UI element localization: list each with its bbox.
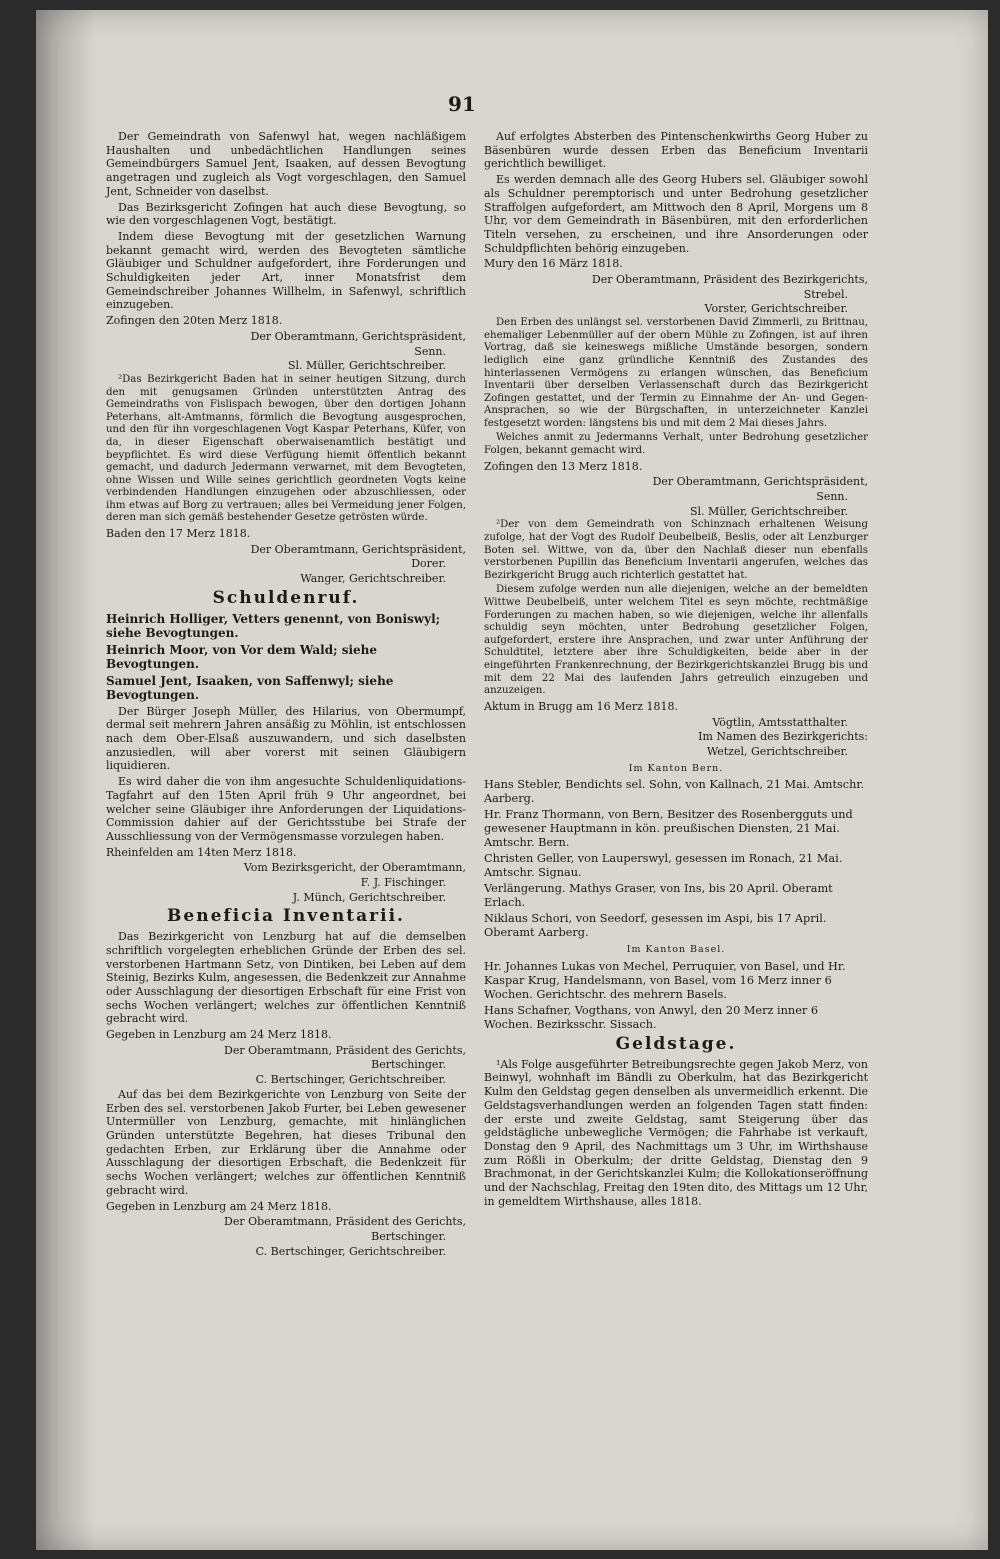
- signature-title: Der Oberamtmann, Präsident des Bezirkgerichts,: [591, 273, 868, 287]
- paragraph-small: Den Erben des unlängst sel. verstorbenen David Zimmerli, zu Brittnau, ehemaliger Lebenmüller auf der obern Mühle zu Zofingen, ist auf ihren Vortrag, daß sie keineswegs mißliche Umstände besorgen, sondern lediglich eine ganz gründliche Kenntniß des Zustandes des hinterlassenen Vermögens zu erlangen wünschen, das Beneficium Inventarii über derselben Verlassenschaft durch das Bezirkgericht Zofingen gestattet, und der Termin zu Einnahme der An- und Gegen-Ansprachen, so wie der Bürgschaften, in unterzeichneter Kanzlei festgesetzt worden: längstens bis und mit dem 2 Mai dieses Jahrs.: [484, 317, 868, 429]
- paragraph: Auf erfolgtes Absterben des Pintenschenkwirths Georg Huber zu Bäsenbüren wurde dessen Erben das Beneficium Inventarii gerichtlich bewilliget.: [484, 130, 868, 171]
- listing-entry: Hans Stebler, Bendichts sel. Sohn, von Kallnach, 21 Mai. Amtschr. Aarberg.: [484, 778, 865, 806]
- paragraph-small: Welches anmit zu Jedermanns Verhalt, unter Bedrohung gesetzlicher Folgen, bekannt gemacht wird.: [484, 432, 868, 457]
- dateline: Rheinfelden am 14ten Merz 1818.: [106, 845, 297, 859]
- signature-name: Vorster, Gerichtschreiber.: [704, 302, 848, 316]
- signature-name: Vögtlin, Amtsstatthalter.: [712, 715, 848, 729]
- paragraph: Indem diese Bevogtung mit der gesetzlichen Warnung bekannt gemacht wird, werden des Bevogteten sämtliche Gläubiger und Schuldner aufgefordert, ihre Forderungen und Schuldigkeiten jeder Art, inner Monatsfrist dem Gemeindschreiber Johannes Willhelm, in Safenwyl, schriftlich einzugeben.: [106, 229, 466, 312]
- paragraph: Der Bürger Joseph Müller, des Hilarius, von Obermumpf, dermal seit mehrern Jahren ansäßig zu Möhlin, ist entschlossen nach dem Ober-Elsaß auszuwandern, und sich daselbsten anzusiedlen, will aber vorerst mit seinen Gläubigern liquidieren.: [106, 704, 466, 773]
- signature-name: Sl. Müller, Gerichtschreiber.: [690, 504, 848, 518]
- newspaper-page: [36, 10, 988, 1550]
- section-heading: Beneficia Inventarii.: [167, 906, 405, 927]
- signature-name: J. Münch, Gerichtschreiber.: [292, 890, 446, 904]
- signature-title: Der Oberamtmann, Gerichtspräsident,: [652, 475, 868, 489]
- paragraph: Das Bezirkgericht von Lenzburg hat auf die demselben schriftlich vorgelegten erheblichen Gründe der Erben des sel. verstorbenen Hartmann Setz, von Dintiken, bei Leben auf dem Steinig, Bezirks Kulm, angesessen, die Bedenkzeit zur Annahme oder Ausschlagung der diesortigen Erbschaft für eine Frist von sechs Wochen verlängert; welches zur öffentlichen Kenntniß gebracht wird.: [106, 930, 466, 1026]
- signature-name: C. Bertschinger, Gerichtschreiber.: [255, 1073, 446, 1087]
- canton-subheading: Im Kanton Basel.: [626, 944, 726, 956]
- listing-entry: Hr. Johannes Lukas von Mechel, Perruquier, von Basel, und Hr. Kaspar Krug, Handelsmann, von Basel, vom 16 Merz inner 6 Wochen. Gerichtschr. des mehrern Basels.: [484, 960, 846, 1002]
- dateline: Baden den 17 Merz 1818.: [106, 527, 251, 541]
- dateline: Gegeben in Lenzburg am 24 Merz 1818.: [106, 1028, 332, 1042]
- signature-title: Der Oberamtmann, Präsident des Gerichts,: [224, 1043, 466, 1057]
- signature-title: Der Oberamtmann, Präsident des Gerichts,: [224, 1215, 466, 1229]
- paragraph: Es werden demnach alle des Georg Hubers sel. Gläubiger sowohl als Schuldner peremptorisch und unter Bedrohung gesetzlicher Straffolgen aufgefordert, am Mittwoch den 8 April, Morgens um 8 Uhr, vor dem Gemeindrath in Bäsenbüren, mit den erforderlichen Titeln versehen, zu erscheinen, und ihre Ansorderungen oder Schuldpflichten behörig einzugeben.: [484, 173, 868, 255]
- schuldenruf-entry: Samuel Jent, Isaaken, von Saffenwyl; siehe Bevogtungen.: [106, 673, 394, 702]
- signature-name: Wetzel, Gerichtschreiber.: [706, 744, 848, 758]
- paragraph: ¹Als Folge ausgeführter Betreibungsrechte gegen Jakob Merz, von Beinwyl, wohnhaft im Bändli zu Oberkulm, hat das Bezirkgericht Kulm den Geldstag gegen denselben als unvermeidlich erkennt. Die Geldstagsverhandlungen werden an folgenden Tagen statt finden: der erste und zweite Geldstag, samt Steigerung über das geldstägliche unbewegliche Vermögen; die Fahrhabe ist verkauft, Donstag den 9 April, des Nachmittags um 3 Uhr, im Wirthshause zum Rößli in Oberkulm; der dritte Geldstag, Dienstag den 9 Brachmonat, in der Gerichtskanzlei Kulm; die Kollokationseröffnung und der Nachschlag, Freitag den 19ten dito, des Mittags um 12 Uhr, in gemeldtem Wirthshause, alles 1818.: [484, 1057, 868, 1208]
- signature-name: Bertschinger.: [371, 1058, 446, 1072]
- paragraph: Der Gemeindrath von Safenwyl hat, wegen nachläßigem Haushalten und unbedächtlichen Handlungen seines Gemeindbürgers Samuel Jent, Isaaken, auf dessen Bevogtung angetragen und zugleich als Vogt vorgeschlagen, den Samuel Jent, Schneider von daselbst.: [106, 130, 466, 198]
- paragraph-small: Diesem zufolge werden nun alle diejenigen, welche an der bemeldten Wittwe Deubelbeiß, unter welchem Titel es seyn möchte, rechtmäßige Forderungen zu machen haben, so wie diejenigen, welche ihr allenfalls schuldig seyn möchten, unter Bedrohung gesetzlicher Folgen, aufgefordert, erstere ihre Ansprachen, und zwar unter Anführung der Schuldtitel, letztere aber ihre Schuldigkeiten, beide aber in der eingeführten Frankenrechnung, der Bezirkgerichtskanzlei Brugg bis und mit dem 22 Mai des laufenden Jahrs getreulich einzugeben und anzuzeigen.: [484, 584, 868, 697]
- dateline: Zofingen den 20ten Merz 1818.: [106, 314, 283, 328]
- dateline: Aktum in Brugg am 16 Merz 1818.: [484, 699, 678, 713]
- paragraph: Es wird daher die von ihm angesuchte Schuldenliquidations-Tagfahrt auf den 15ten April früh 9 Uhr angeordnet, bei welcher seine Gläubiger ihre Anforderungen der Liquidations-Commission dahier auf der Gerichtsstube bei Strafe der Ausschliessung von der Vermögensmasse vorzulegen haben.: [106, 775, 466, 843]
- left-column: [106, 130, 466, 1259]
- right-column: [484, 130, 868, 1210]
- page-fold-shadow: [36, 10, 96, 1550]
- paragraph-small: ²Der von dem Gemeindrath von Schinznach erhaltenen Weisung zufolge, hat der Vogt des Rudolf Deubelbeiß, Beslis, oder alt Lenzburger Boten sel. Wittwe, von da, über den Nachlaß dieser nun ebenfalls verstorbenen Pupillin das Beneficium Inventarii angerufen, welches das Bezirkgericht Brugg auch richterlich gestattet hat.: [484, 519, 868, 581]
- canton-subheading: Im Kanton Bern.: [628, 762, 724, 774]
- dateline: Zofingen den 13 Merz 1818.: [484, 459, 643, 473]
- listing-entry: Hans Schafner, Vogthans, von Anwyl, den 20 Merz inner 6 Wochen. Bezirksschr. Sissach.: [484, 1004, 819, 1032]
- paragraph: Auf das bei dem Bezirkgerichte von Lenzburg von Seite der Erben des sel. verstorbenen Jakob Furter, bei Leben gewesener Untermüller von Lenzburg, gemachte, mit hinlänglichen Gründen unterstützte Begehren, hat dieses Tribunal den gedachten Erben, zur Erklärung über die Annahme oder Ausschlagung der diesortigen Erbschaft, die Bedenkzeit für sechs Wochen verlängert; welches zur öffentlichen Kenntniß gebracht wird.: [106, 1087, 466, 1197]
- signature-name: Senn.: [414, 344, 446, 358]
- page-number: 91: [448, 92, 476, 116]
- schuldenruf-entry: Heinrich Holliger, Vetters genennt, von Boniswyl; siehe Bevogtungen.: [106, 611, 441, 640]
- signature-title: Der Oberamtmann, Gerichtspräsident,: [250, 329, 466, 343]
- listing-entry: Niklaus Schori, von Seedorf, gesessen im Aspi, bis 17 April. Oberamt Aarberg.: [484, 912, 827, 940]
- listing-entry: Christen Geller, von Lauperswyl, gesessen im Ronach, 21 Mai. Amtschr. Signau.: [484, 852, 843, 880]
- signature-name: Sl. Müller, Gerichtschreiber.: [288, 359, 446, 373]
- paragraph: Das Bezirksgericht Zofingen hat auch diese Bevogtung, so wie den vorgeschlagenen Vogt, bestätigt.: [106, 200, 466, 228]
- signature-name: F. J. Fischinger.: [360, 876, 446, 890]
- signature-name: Senn.: [816, 490, 848, 504]
- paragraph-small: ²Das Bezirkgericht Baden hat in seiner heutigen Sitzung, durch den mit genugsamen Gründen unterstützten Antrag des Gemeindraths von Fislispach bewogen, über den dortigen Johann Peterhans, alt-Amtmanns, förmlich die Bevogtung ausgesprochen, und den für ihn vorgeschlagenen Vogt Kaspar Peterhans, Küfer, von da, in dieser Eigenschaft oberwaisenamtlich bestätigt und beypflichtet. Es wird diese Verfügung hiemit öffentlich bekannt gemacht, und dadurch Jedermann verwarnet, mit dem Bevogteten, ohne Wissen und Wille seines gerichtlich geordneten Vogts keine verbindenden Handlungen einzugehen oder abzuschliessen, oder ihm etwas auf Borg zu vertrauen; alles bei Vermeidung jener Folgen, deren man sich gemäß bestehender Gesetze getrösten würde.: [106, 373, 466, 524]
- signature-name: C. Bertschinger, Gerichtschreiber.: [255, 1244, 446, 1258]
- signature-name: Dorer.: [411, 557, 446, 571]
- listing-entry: Verlängerung. Mathys Graser, von Ins, bis 20 April. Oberamt Erlach.: [484, 882, 833, 910]
- schuldenruf-entry: Heinrich Moor, von Vor dem Wald; siehe Bevogtungen.: [106, 642, 378, 671]
- section-heading: Geldstage.: [615, 1034, 737, 1055]
- dateline: Gegeben in Lenzburg am 24 Merz 1818.: [106, 1199, 332, 1213]
- listing-entry: Hr. Franz Thormann, von Bern, Besitzer des Rosenbergguts und gewesener Hauptmann in kön. preußischen Diensten, 21 Mai. Amtschr. Bern.: [484, 808, 853, 850]
- signature-title: Der Oberamtmann, Gerichtspräsident,: [250, 542, 466, 556]
- signature-name: Strebel.: [803, 287, 848, 301]
- section-heading: Schuldenruf.: [212, 587, 360, 608]
- signature-title: Vom Bezirksgericht, der Oberamtmann,: [243, 861, 466, 875]
- dateline: Mury den 16 März 1818.: [484, 257, 623, 271]
- signature-name: Bertschinger.: [371, 1229, 446, 1243]
- signature-name: Wanger, Gerichtschreiber.: [300, 572, 446, 586]
- signature-title: Im Namen des Bezirkgerichts:: [698, 730, 868, 744]
